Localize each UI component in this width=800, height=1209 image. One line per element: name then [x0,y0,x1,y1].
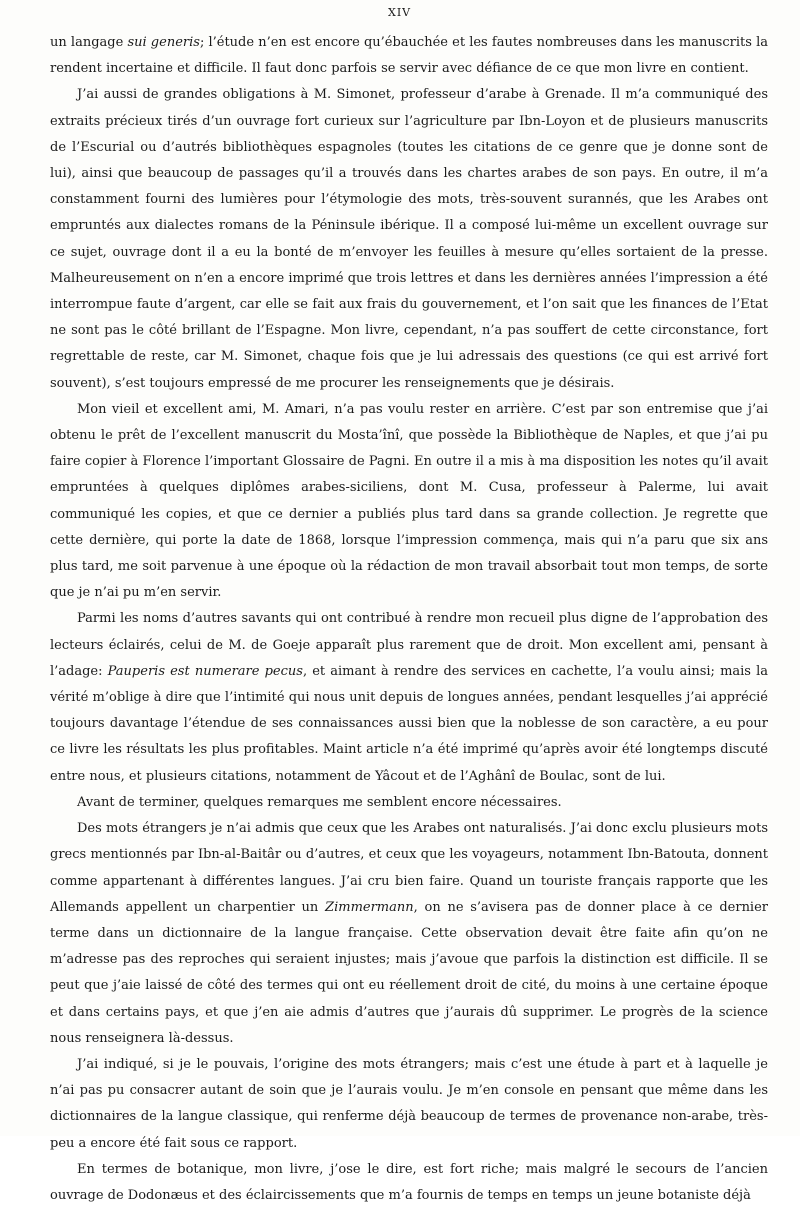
italic-text: Pauperis est numerare pecus [107,663,303,679]
italic-text: sui generis [127,35,200,50]
body-text [50,30,768,1209]
paragraph [50,790,768,816]
text-run: Des mots étrangers je n’ai admis que ceux que les Arabes ont naturalisés. J’ai donc exclu plusieurs mots grecs mentionnés par Ibn-al-Baitâr ou d’autres, et ceux que les voyageurs, notamment Ibn-Batouta, donnent comme appartenant à différentes langues. J’ai cru bien faire. Quand un touriste français rapporte que les Allemands appellent un charpentier un [50,821,768,915]
italic-text: Zimmermann [325,899,414,915]
text-run: un langage [50,35,128,50]
paragraph [50,606,768,789]
text-run: Avant de terminer, quelques remarques me semblent encore nécessaires. [77,794,562,810]
paragraph [50,82,768,396]
page-number: XIV [388,6,412,19]
text-run: Parmi les noms d’autres savants qui ont contribué à rendre mon recueil plus digne de l’approbation des lecteurs éclairés, celui de M. de Goeje apparaît plus rarement que de droit. Mon excellent ami, pensant à l’adage: [50,611,768,679]
text-run: Mon vieil et excellent ami, M. Amari, n’a pas voulu rester en arrière. C’est par son entremise que j’ai obtenu le prêt de l’excellent manuscrit du Mosta’înî, que possède la Bibliothèque de Naples, et que j’ai pu faire copier à Florence l’important Glossaire de Pagni. En outre il a mis à ma disposition les notes qu’il avait empruntées à quelques diplômes arabes-siciliens, dont M. Cusa, professeur à Palerme, lui avait communiqué les copies, et que ce dernier a publiés plus tard dans sa grande collection. Je regrette que cette dernière, qui porte la date de 1868, lorsque l’impression commença, mais qui n’a paru que six ans plus tard, me soit parvenue à une époque où la rédaction de mon travail absorbait tout mon temps, de sorte que je n’ai pu m’en servir. [50,401,768,601]
paragraph [50,30,768,82]
paragraph [50,816,768,1052]
text-run: , et aimant à rendre des services en cachette, l’a voulu ainsi; mais la vérité m’oblige à dire que l’intimité qui nous unit depuis de longues années, pendant lesquelles j’ai apprécié toujours davantage l’étendue de ses connaissances aussi bien que la noblesse de son caractère, a eu pour ce livre les résultats les plus profitables. Maint article n’a été imprimé qu’après avoir été longtemps discuté entre nous, et plusieurs citations, notamment de Yâcout et de l’Aghânî de Boulac, sont de lui. [50,663,769,784]
text-run: J’ai aussi de grandes obligations à M. Simonet, professeur d’arabe à Grenade. Il m’a communiqué des extraits précieux tirés d’un ouvrage fort curieux sur l’agriculture par Ibn-Loyon et de plusieurs manuscrits de l’Escurial ou d’autrés bibliothèques espagnoles (toutes les citations de ce genre que je donne sont de lui), ainsi que beaucoup de passages qu’il a trouvés dans les chartes arabes de son pays. En outre, il m’a constamment fourni des lumières pour l’étymologie des mots, très-souvent surannés, que les Arabes ont empruntés aux dialectes romans de la Péninsule ibérique. Il a composé lui-même un excellent ouvrage sur ce sujet, ouvrage dont il a eu la bonté de m’envoyer les feuilles à mesure qu’elles sortaient de la presse. Malheureusement on n’en a encore imprimé que trois lettres et dans les dernières années l’impression a été interrompue faute d’argent, car elle se fait aux frais du gouvernement, et l’on sait que les finances de l’Etat ne sont pas le côté brillant de l’Espagne. Mon livre, cependant, n’a pas souffert de cette circonstance, fort regrettable de reste, car M. Simonet, chaque fois que je lui adressais des questions (ce qui est arrivé fort souvent), s’est toujours empressé de me procurer les renseignements que je désirais. [50,87,768,391]
text-run: , on ne s’avisera pas de donner place à ce dernier terme dans un dictionnaire de la langue française. Cette observation devait être faite afin qu’on ne m’adresse pas des reproches qui seraient injustes; mais j’avoue que parfois la distinction est difficile. Il se peut que j’aie laissé de côté des termes qui ont eu réellement droit de cité, du moins à une certaine époque et dans certains pays, et que j’en aie admis d’autres que j’aurais dû supprimer. Le progrès de la science nous renseignera là-dessus. [50,899,769,1046]
paragraph [50,1052,768,1157]
text-run: En termes de botanique, mon livre, j’ose le dire, est fort riche; mais malgré le secours de l’ancien ouvrage de Dodonæus et des éclaircissements que m’a fournis de temps en temps un jeune botaniste déjà [50,1161,768,1203]
paragraph [50,397,768,607]
text-run: ; l’étude n’en est encore qu’ébauchée et les fautes nombreuses dans les manuscrits la rendent incertaine et difficile. Il faut donc parfois se servir avec défiance de ce que mon livre en contient. [50,35,768,77]
text-run: J’ai indiqué, si je le pouvais, l’origine des mots étrangers; mais c’est une étude à part et à laquelle je n’ai pas pu consacrer autant de soin que je l’aurais voulu. Je m’en console en pensant que même dans les dictionnaires de la langue classique, qui renferme déjà beaucoup de termes de provenance non-arabe, très-peu a encore été fait sous ce rapport. [50,1056,768,1151]
paragraph [50,1157,768,1209]
